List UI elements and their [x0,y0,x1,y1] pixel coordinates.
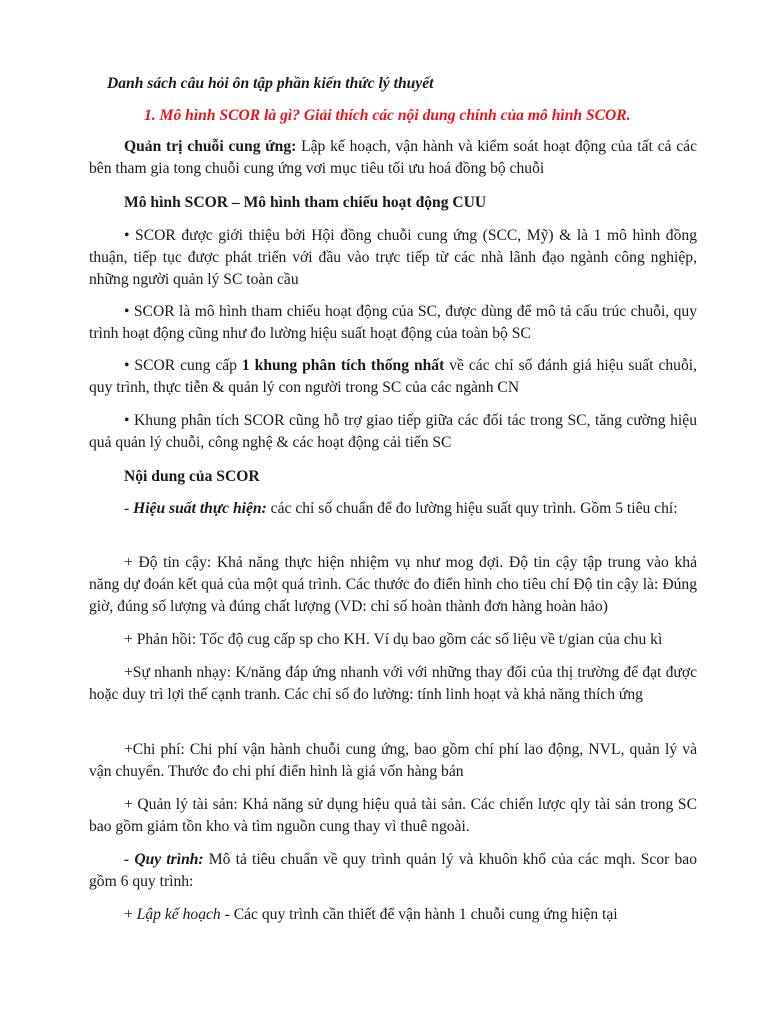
term-scm: Quản trị chuỗi cung ứng: [124,138,297,155]
process-term: - Quy trình: [124,851,204,868]
criterion-cost: +Chi phí: Chi phí vận hành chuỗi cung ứng, bao gồm chí phí lao động, NVL, quản lý và vận chuyển. Thước đo chi phí điển hình là giá vốn hàng bán [89,741,697,780]
bullet-3-text: về các chỉ số đánh giá hiệu suất chuỗi, quy trình, thực tiễn & quản lý con người trong SC của các ngành CN [89,357,697,396]
section-scor-model: Mô hình SCOR – Mô hình tham chiếu hoạt động CUU [124,194,487,211]
plan-prefix: + [124,906,137,923]
performance-dash: - [124,500,134,517]
criterion-reliability: + Độ tin cậy: Khả năng thực hiện nhiệm vụ như mog đợi. Độ tin cậy tập trung vào khả năng dự đoán kết quả của một quá trình. Các thước đo điển hình cho tiêu chí Độ tin cậy là: Đúng giờ, đúng số lượng và đúng chất lượng (VD: chỉ số hoàn thành đơn hàng hoàn hảo) [89,554,697,615]
paragraph-scm-definition [89,136,697,180]
criterion-responsiveness: + Phản hồi: Tốc độ cug cấp sp cho KH. Ví dụ bao gồm các số liệu về t/gian của chu kì [124,631,663,648]
section-scor-content: Nội dung của SCOR [124,468,260,485]
bullet-3-prefix: • SCOR cung cấp [124,357,242,374]
page-heading: Danh sách câu hỏi ôn tập phần kiến thức lý thuyết [107,75,434,92]
criterion-asset-management: + Quản lý tài sản: Khả năng sử dụng hiệu quả tài sản. Các chiến lược qly tài sản trong SC bao gồm giảm tồn kho và tìm nguồn cung thay vì thuê ngoài. [89,796,697,835]
performance-paragraph [89,498,697,520]
process-paragraph [89,849,697,893]
bullet-3-bold: 1 khung phân tích thống nhất [241,357,445,374]
question-1: 1. Mô hình SCOR là gì? Giải thích các nội dung chính của mô hình SCOR. [144,107,631,124]
process-text: Mô tả tiêu chuẩn về quy trình quản lý và khuôn khổ của các mqh. Scor bao gồm 6 quy trình: [89,851,697,890]
bullet-2: • SCOR là mô hình tham chiếu hoạt động của SC, được dùng để mô tả cấu trúc chuỗi, quy trình hoạt động cũng như đo lường hiệu suất hoạt động của toàn bộ SC [89,303,697,342]
criterion-agility: +Sự nhanh nhạy: K/năng đáp ứng nhanh với với những thay đổi của thị trường để đạt được hoặc duy trì lợi thế cạnh tranh. Các chỉ số đo lường: tính linh hoạt và khả năng thích ứng [89,664,697,703]
performance-text: các chỉ số chuẩn để đo lường hiệu suất quy trình. Gồm 5 tiêu chí: [266,500,678,517]
plan-text: - Các quy trình cần thiết để vận hành 1 chuỗi cung ứng hiện tại [220,906,618,923]
bullet-4: • Khung phân tích SCOR cũng hỗ trợ giao tiếp giữa các đối tác trong SC, tăng cường hiệu quả quản lý chuỗi, công nghệ & các hoạt động cải tiến SC [89,412,697,451]
scm-definition-text: Lập kế hoạch, vận hành và kiểm soát hoạt động của tất cả các bên tham gia tong chuỗi cung ứng vơi mục tiêu tối ưu hoá đồng bộ chuỗi [89,138,697,177]
plan-term: Lập kế hoạch [136,906,221,923]
process-plan [89,904,697,926]
performance-term: Hiệu suất thực hiện: [133,500,267,517]
bullet-3 [89,355,697,399]
bullet-1: • SCOR được giới thiệu bởi Hội đồng chuỗi cung ứng (SCC, Mỹ) & là 1 mô hình đồng thuận, tiếp tục được phát triển với đầu vào trực tiếp từ các nhà lãnh đạo ngành công nghiệp, những người quản lý SC toàn cầu [89,227,697,288]
